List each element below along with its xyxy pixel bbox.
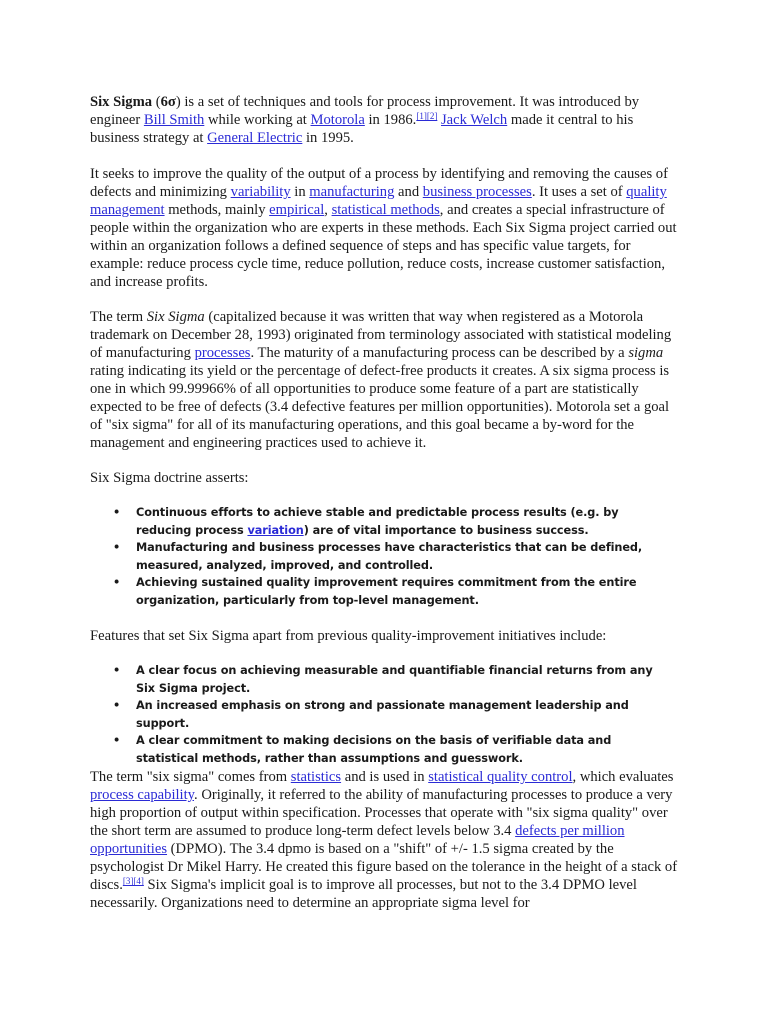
text-run: in bbox=[290, 184, 310, 200]
list-item: • Achieving sustained quality improvement requires commitment from the entire organization, particularly from top-level management. bbox=[110, 574, 670, 609]
doctrine-list bbox=[110, 504, 670, 609]
text-run: (DPMO). The 3.4 dpmo is based on a "shift" of +/- 1.5 sigma created by the psychologist Dr Mikel Harry. He created this figure based on the tolerance in the height of a stack of discs. bbox=[90, 841, 678, 893]
text-run: The term "six sigma" comes from bbox=[90, 769, 291, 785]
text-run: in 1995. bbox=[302, 130, 354, 146]
citation-1-2[interactable]: [1][2] bbox=[416, 111, 438, 121]
list-item: • Manufacturing and business processes have characteristics that can be defined, measured, analyzed, improved, and controlled. bbox=[110, 539, 670, 574]
link-jack-welch[interactable]: Jack Welch bbox=[440, 112, 508, 128]
link-statistical-quality-control[interactable]: statistical quality control bbox=[428, 769, 573, 785]
origin-paragraph bbox=[90, 768, 680, 912]
text-run: , which evaluates bbox=[572, 769, 674, 785]
link-motorola[interactable]: Motorola bbox=[310, 112, 365, 128]
features-list bbox=[110, 662, 670, 767]
link-statistical-methods[interactable]: statistical methods bbox=[331, 202, 440, 218]
text-run: methods, mainly bbox=[164, 202, 270, 218]
italic-six-sigma: Six Sigma bbox=[146, 309, 205, 325]
link-defects-per-million[interactable]: defects per million opportunities bbox=[90, 823, 625, 857]
list-item bbox=[110, 504, 670, 539]
text-run: is a set of techniques and tools for process improvement. It was introduced by engineer bbox=[90, 94, 640, 128]
list-item: • A clear focus on achieving measurable and quantifiable financial returns from any Six Sigma project. bbox=[110, 662, 670, 697]
text-run: , and creates a special infrastructure of people within the organization who are experts in these methods. Each Six Sigma project carried out within an organization follows a defined sequence of steps and has specific value targets, for example: reduce process cycle time, reduce pollution, reduce costs, increase customer satisfaction, and increase profits. bbox=[90, 202, 677, 290]
link-empirical[interactable]: empirical bbox=[269, 202, 325, 218]
doctrine-intro: Six Sigma doctrine asserts: bbox=[90, 470, 249, 486]
text-run: The term bbox=[90, 309, 147, 325]
text-run: Continuous efforts to achieve stable and predictable process results (e.g. by reducing process bbox=[136, 506, 619, 537]
link-variability[interactable]: variability bbox=[230, 184, 291, 200]
text-run: , bbox=[324, 202, 332, 218]
text-run: rating indicating its yield or the percentage of defect-free products it creates. A six sigma process is one in which 99.99966% of all opportunities to produce some feature of a part are statistically expected to be free of defects (3.4 defective features per million opportunities). Motorola set a goal of "six sigma" for all of its manufacturing operations, and this goal became a by-word for the management and engineering practices used to achieve it. bbox=[90, 363, 670, 451]
link-quality-management[interactable]: quality management bbox=[90, 184, 667, 218]
text-run: It seeks to improve the quality of the output of a process by identifying and removing the causes of defects and minimizing bbox=[90, 166, 668, 200]
italic-sigma: sigma bbox=[628, 345, 664, 361]
link-manufacturing[interactable]: manufacturing bbox=[309, 184, 395, 200]
text-run: and bbox=[394, 184, 423, 200]
link-process-capability[interactable]: process capability bbox=[90, 787, 195, 803]
link-variation[interactable]: variation bbox=[247, 523, 304, 537]
text-run: (capitalized because it was written that way when registered as a Motorola trademark on December 28, 1993) originated from terminology associated with statistical modeling of manufacturing bbox=[90, 309, 672, 361]
link-general-electric[interactable]: General Electric bbox=[207, 130, 303, 146]
text-run: . The maturity of a manufacturing process can be described by a bbox=[250, 345, 629, 361]
link-processes[interactable]: processes bbox=[194, 345, 251, 361]
list-item: • A clear commitment to making decisions on the basis of verifiable data and statistical methods, rather than assumptions and guesswork. bbox=[110, 732, 670, 767]
text-run: and is used in bbox=[341, 769, 429, 785]
intro-paragraph: Six Sigma (6σ) is a set of techniques and tools for process improvement. It was introduced by engineer Bill Smith while working at Motorola in 1986.[1][2] Jack Welch made it central to his business strategy at General Electric in 1995. bbox=[90, 94, 640, 146]
text-run: . Originally, it referred to the ability of manufacturing processes to produce a very high proportion of output within specification. Processes that operate with "six sigma quality" over the short term are assumed to produce long-term defect levels below 3.4 bbox=[90, 787, 673, 839]
link-statistics[interactable]: statistics bbox=[290, 769, 342, 785]
link-bill-smith[interactable]: Bill Smith bbox=[143, 112, 205, 128]
citation-3-4[interactable]: [3][4] bbox=[122, 876, 144, 886]
term-six-sigma: Six Sigma bbox=[90, 94, 153, 110]
text-run: Six Sigma's implicit goal is to improve all processes, but not to the 3.4 DPMO level necessarily. Organizations need to determine an appropriate sigma level for bbox=[90, 877, 637, 911]
text-run: ) are of vital importance to business success. bbox=[303, 523, 589, 537]
list-item: • An increased emphasis on strong and passionate management leadership and support. bbox=[110, 697, 670, 732]
purpose-paragraph bbox=[90, 165, 680, 291]
features-intro: Features that set Six Sigma apart from previous quality-improvement initiatives include: bbox=[90, 628, 607, 644]
term-paragraph bbox=[90, 308, 680, 452]
text-run: while working at bbox=[204, 112, 311, 128]
text-run: . It uses a set of bbox=[531, 184, 627, 200]
text-run: in 1986. bbox=[364, 112, 417, 128]
text-run: made it central to his business strategy at bbox=[90, 112, 634, 146]
link-business-processes[interactable]: business processes bbox=[422, 184, 532, 200]
sigma-symbol: 6σ bbox=[160, 94, 176, 110]
